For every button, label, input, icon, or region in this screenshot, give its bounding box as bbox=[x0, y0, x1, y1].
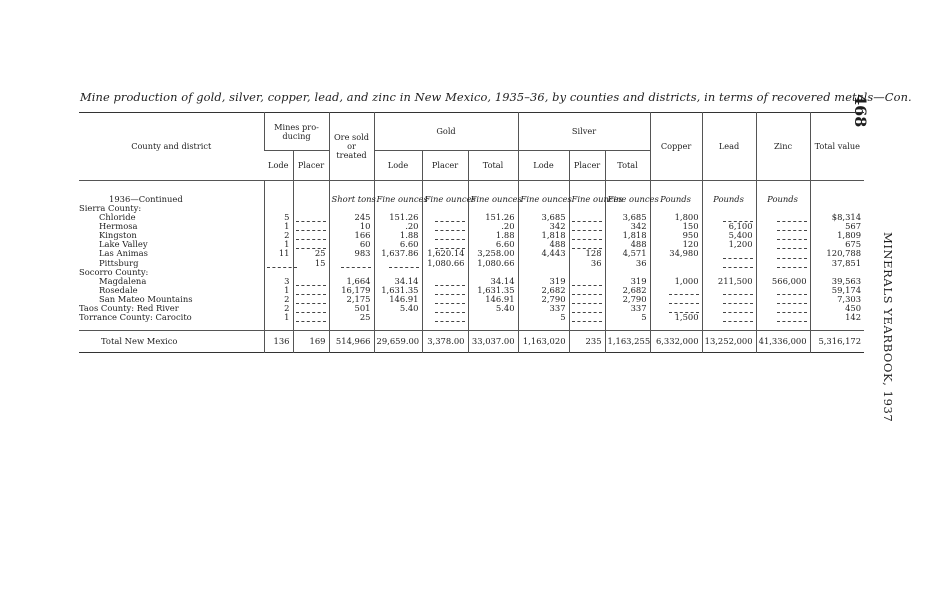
cell-lode: 3 bbox=[264, 277, 293, 286]
cell-lode: 1 bbox=[264, 222, 293, 231]
row-label: Sierra County: bbox=[79, 203, 142, 214]
spacer-row bbox=[79, 322, 864, 331]
cell-silver-placer bbox=[569, 204, 605, 213]
total-gold-lode: 29,659.00 bbox=[374, 331, 422, 353]
empty-dash bbox=[389, 261, 419, 268]
header-mines-placer: Placer bbox=[293, 151, 329, 181]
cell-silver-placer bbox=[569, 213, 605, 222]
empty-dash bbox=[435, 315, 465, 322]
empty-dash bbox=[435, 224, 465, 231]
unit-silver-total: Fine ounces bbox=[605, 181, 650, 205]
empty-dash bbox=[296, 288, 326, 295]
cell-gold-lode: 151.26 bbox=[374, 213, 422, 222]
production-table bbox=[79, 112, 864, 353]
running-head: MINERALS YEARBOOK, 1937 bbox=[881, 232, 895, 423]
empty-dash bbox=[777, 252, 807, 259]
cell-silver-total: 337 bbox=[605, 304, 650, 313]
row-label: Lake Valley bbox=[99, 239, 148, 250]
empty-dash bbox=[777, 242, 807, 249]
cell-zinc bbox=[756, 240, 810, 249]
cell-gold-total: 34.14 bbox=[468, 277, 518, 286]
cell-gold-total: 1,080.66 bbox=[468, 259, 518, 268]
row-label: Rosedale bbox=[99, 284, 138, 295]
cell-zinc bbox=[756, 304, 810, 313]
empty-dash bbox=[572, 288, 602, 295]
total-lead: 13,252,000 bbox=[702, 331, 756, 353]
cell-gold-placer bbox=[422, 304, 468, 313]
empty-dash bbox=[777, 215, 807, 222]
cell-zinc bbox=[756, 259, 810, 268]
cell-lode: 1 bbox=[264, 240, 293, 249]
empty-dash bbox=[435, 297, 465, 304]
header-total-value: Total value bbox=[810, 113, 864, 181]
cell-silver-total: 488 bbox=[605, 240, 650, 249]
cell-value: 450 bbox=[810, 304, 864, 313]
cell-gold-placer bbox=[422, 222, 468, 231]
cell-copper: 120 bbox=[650, 240, 702, 249]
cell-lead: 6,100 bbox=[702, 222, 756, 231]
cell-placer bbox=[293, 268, 329, 277]
cell-lead: 1,200 bbox=[702, 240, 756, 249]
empty-dash bbox=[723, 297, 753, 304]
header-gold-total: Total bbox=[468, 151, 518, 181]
cell-gold-lode: 1,637.86 bbox=[374, 249, 422, 258]
cell-lead bbox=[702, 204, 756, 213]
cell-copper: 150 bbox=[650, 222, 702, 231]
empty-dash bbox=[435, 215, 465, 222]
cell-ore: 983 bbox=[329, 249, 374, 258]
cell-gold-total: 146.91 bbox=[468, 295, 518, 304]
cell-gold-placer: 1,620.14 bbox=[422, 249, 468, 258]
cell-gold-total bbox=[468, 313, 518, 322]
cell-placer bbox=[293, 204, 329, 213]
cell-gold-placer bbox=[422, 313, 468, 322]
unit-ore: Short tons bbox=[329, 181, 374, 205]
cell-gold-placer bbox=[422, 295, 468, 304]
table-row bbox=[79, 259, 864, 268]
cell-lode: 2 bbox=[264, 295, 293, 304]
cell-lode: 2 bbox=[264, 231, 293, 240]
row-label: Kingston bbox=[99, 230, 137, 241]
cell-zinc bbox=[756, 313, 810, 322]
cell-copper: 1,800 bbox=[650, 213, 702, 222]
unit-silver-placer: Fine ounces bbox=[569, 181, 605, 205]
cell-ore: 25 bbox=[329, 313, 374, 322]
empty-dash bbox=[777, 224, 807, 231]
county-heading-row bbox=[79, 204, 864, 213]
unit-copper: Pounds bbox=[650, 181, 702, 205]
cell-copper: 1,500 bbox=[650, 313, 702, 322]
table-row bbox=[79, 249, 864, 258]
cell-silver-lode: 1,818 bbox=[518, 231, 569, 240]
empty-dash bbox=[723, 261, 753, 268]
cell-placer bbox=[293, 304, 329, 313]
cell-silver-total: 4,571 bbox=[605, 249, 650, 258]
cell-ore: 16,179 bbox=[329, 286, 374, 295]
cell-silver-placer bbox=[569, 313, 605, 322]
empty-dash bbox=[572, 279, 602, 286]
cell-placer bbox=[293, 222, 329, 231]
cell-copper: 950 bbox=[650, 231, 702, 240]
cell-gold-lode: .20 bbox=[374, 222, 422, 231]
cell-lead bbox=[702, 259, 756, 268]
row-label: Torrance County: Carocito bbox=[79, 312, 192, 323]
total-copper: 6,332,000 bbox=[650, 331, 702, 353]
cell-copper bbox=[650, 286, 702, 295]
cell-silver-total: 319 bbox=[605, 277, 650, 286]
cell-silver-placer bbox=[569, 231, 605, 240]
cell-ore: 245 bbox=[329, 213, 374, 222]
row-label: Chloride bbox=[99, 212, 136, 223]
cell-zinc bbox=[756, 231, 810, 240]
empty-dash bbox=[572, 215, 602, 222]
row-label: Magdalena bbox=[99, 275, 147, 286]
total-gold-total: 33,037.00 bbox=[468, 331, 518, 353]
empty-dash bbox=[669, 288, 699, 295]
header-silver: Silver bbox=[518, 113, 650, 151]
unit-lead: Pounds bbox=[702, 181, 756, 205]
table-row bbox=[79, 304, 864, 313]
cell-value: 1,809 bbox=[810, 231, 864, 240]
row-label: Hermosa bbox=[99, 221, 138, 232]
cell-silver-total: 2,682 bbox=[605, 286, 650, 295]
table-row bbox=[79, 295, 864, 304]
cell-lode: 2 bbox=[264, 304, 293, 313]
cell-gold-lode: 6.60 bbox=[374, 240, 422, 249]
cell-silver-lode: 342 bbox=[518, 222, 569, 231]
total-placer: 169 bbox=[293, 331, 329, 353]
cell-gold-placer bbox=[422, 204, 468, 213]
cell-zinc bbox=[756, 222, 810, 231]
empty-dash bbox=[296, 215, 326, 222]
section-label: 1936—Continued bbox=[109, 194, 183, 204]
header-copper: Copper bbox=[650, 113, 702, 181]
cell-silver-total: 1,818 bbox=[605, 231, 650, 240]
header-mines-lode: Lode bbox=[264, 151, 293, 181]
cell-value: 567 bbox=[810, 222, 864, 231]
cell-placer: 15 bbox=[293, 259, 329, 268]
cell-silver-placer: 36 bbox=[569, 259, 605, 268]
cell-gold-placer bbox=[422, 231, 468, 240]
cell-gold-lode: 5.40 bbox=[374, 304, 422, 313]
table-caption: Mine production of gold, silver, copper, lead, and zinc in New Mexico, 1935–36, by counties and districts, in terms of recovered metals—Con. bbox=[80, 90, 912, 104]
cell-silver-placer bbox=[569, 222, 605, 231]
cell-silver-lode: 3,685 bbox=[518, 213, 569, 222]
cell-silver-total: 2,790 bbox=[605, 295, 650, 304]
unit-gold-lode: Fine ounces bbox=[374, 181, 422, 205]
units-row bbox=[79, 181, 864, 205]
empty-dash bbox=[296, 315, 326, 322]
cell-gold-lode bbox=[374, 313, 422, 322]
cell-lead: 211,500 bbox=[702, 277, 756, 286]
total-silver-lode: 1,163,020 bbox=[518, 331, 569, 353]
empty-dash bbox=[296, 224, 326, 231]
empty-dash bbox=[723, 252, 753, 259]
cell-zinc bbox=[756, 249, 810, 258]
cell-placer: 25 bbox=[293, 249, 329, 258]
cell-lead bbox=[702, 304, 756, 313]
cell-silver-placer: 128 bbox=[569, 249, 605, 258]
row-label: Pittsburg bbox=[99, 257, 139, 268]
row-label: Las Animas bbox=[99, 248, 148, 259]
cell-lead bbox=[702, 313, 756, 322]
cell-ore: 166 bbox=[329, 231, 374, 240]
header-zinc: Zinc bbox=[756, 113, 810, 181]
empty-dash bbox=[777, 297, 807, 304]
cell-silver-lode: 319 bbox=[518, 277, 569, 286]
total-zinc: 41,336,000 bbox=[756, 331, 810, 353]
header-gold: Gold bbox=[374, 113, 518, 151]
cell-gold-total: .20 bbox=[468, 222, 518, 231]
cell-gold-total: 6.60 bbox=[468, 240, 518, 249]
total-gold-placer: 3,378.00 bbox=[422, 331, 468, 353]
cell-placer bbox=[293, 277, 329, 286]
cell-silver-total: 36 bbox=[605, 259, 650, 268]
cell-zinc bbox=[756, 295, 810, 304]
empty-dash bbox=[572, 233, 602, 240]
cell-silver-lode: 337 bbox=[518, 304, 569, 313]
empty-dash bbox=[296, 306, 326, 313]
empty-dash bbox=[723, 306, 753, 313]
header-mines-producing: Mines pro-ducing bbox=[264, 113, 329, 151]
empty-dash bbox=[777, 288, 807, 295]
header-silver-lode: Lode bbox=[518, 151, 569, 181]
total-silver-total: 1,163,255 bbox=[605, 331, 650, 353]
page-number: 468 bbox=[851, 94, 870, 128]
cell-copper: 34,980 bbox=[650, 249, 702, 258]
empty-dash bbox=[296, 279, 326, 286]
header-county: County and district bbox=[79, 113, 264, 181]
cell-gold-placer bbox=[422, 286, 468, 295]
header-ore: Ore sold or treated bbox=[329, 113, 374, 181]
empty-dash bbox=[669, 297, 699, 304]
cell-silver-lode bbox=[518, 259, 569, 268]
row-label: Socorro County: bbox=[79, 266, 149, 277]
cell-lead bbox=[702, 249, 756, 258]
cell-silver-total: 3,685 bbox=[605, 213, 650, 222]
cell-copper bbox=[650, 259, 702, 268]
cell-placer bbox=[293, 295, 329, 304]
cell-lode: 1 bbox=[264, 313, 293, 322]
cell-gold-lode: 1,631.35 bbox=[374, 286, 422, 295]
cell-silver-total: 342 bbox=[605, 222, 650, 231]
empty-dash bbox=[777, 315, 807, 322]
cell-zinc bbox=[756, 204, 810, 213]
table-row bbox=[79, 313, 864, 322]
cell-ore: 1,664 bbox=[329, 277, 374, 286]
cell-lead bbox=[702, 295, 756, 304]
cell-silver-placer bbox=[569, 304, 605, 313]
empty-dash bbox=[296, 233, 326, 240]
empty-dash bbox=[777, 306, 807, 313]
cell-zinc: 566,000 bbox=[756, 277, 810, 286]
header-gold-lode: Lode bbox=[374, 151, 422, 181]
cell-lode: 11 bbox=[264, 249, 293, 258]
cell-lode bbox=[264, 259, 293, 268]
cell-gold-total: 3,258.00 bbox=[468, 249, 518, 258]
cell-value: 39,563 bbox=[810, 277, 864, 286]
unit-gold-placer: Fine ounces bbox=[422, 181, 468, 205]
unit-silver-lode: Fine ounces bbox=[518, 181, 569, 205]
header-silver-placer: Placer bbox=[569, 151, 605, 181]
cell-lead bbox=[702, 286, 756, 295]
cell-value: 37,851 bbox=[810, 259, 864, 268]
empty-dash bbox=[435, 306, 465, 313]
cell-silver-placer bbox=[569, 295, 605, 304]
table-row bbox=[79, 286, 864, 295]
cell-gold-placer: 1,080.66 bbox=[422, 259, 468, 268]
total-value: 5,316,172 bbox=[810, 331, 864, 353]
empty-dash bbox=[296, 297, 326, 304]
cell-placer bbox=[293, 313, 329, 322]
empty-dash bbox=[572, 297, 602, 304]
cell-silver-lode: 4,443 bbox=[518, 249, 569, 258]
table-row bbox=[79, 277, 864, 286]
total-silver-placer: 235 bbox=[569, 331, 605, 353]
cell-silver-placer bbox=[569, 268, 605, 277]
cell-gold-total: 1,631.35 bbox=[468, 286, 518, 295]
total-label: Total New Mexico bbox=[79, 331, 264, 353]
empty-dash bbox=[267, 261, 297, 268]
cell-lode: 1 bbox=[264, 286, 293, 295]
empty-dash bbox=[777, 261, 807, 268]
empty-dash bbox=[435, 233, 465, 240]
cell-silver-total: 5 bbox=[605, 313, 650, 322]
unit-gold-total: Fine ounces bbox=[468, 181, 518, 205]
cell-value: 675 bbox=[810, 240, 864, 249]
empty-dash bbox=[572, 315, 602, 322]
cell-ore: 2,175 bbox=[329, 295, 374, 304]
cell-gold-placer bbox=[422, 213, 468, 222]
empty-dash bbox=[723, 315, 753, 322]
empty-dash bbox=[572, 306, 602, 313]
row-label: Taos County: Red River bbox=[79, 302, 179, 313]
cell-placer bbox=[293, 286, 329, 295]
empty-dash bbox=[341, 261, 371, 268]
cell-lead: 5,400 bbox=[702, 231, 756, 240]
header-silver-total: Total bbox=[605, 151, 650, 181]
cell-silver-placer bbox=[569, 286, 605, 295]
cell-gold-lode: 1.88 bbox=[374, 231, 422, 240]
cell-value: 59,174 bbox=[810, 286, 864, 295]
total-lode: 136 bbox=[264, 331, 293, 353]
row-label: San Mateo Mountains bbox=[99, 293, 193, 304]
header-lead: Lead bbox=[702, 113, 756, 181]
cell-gold-total: 1.88 bbox=[468, 231, 518, 240]
cell-gold-lode bbox=[374, 259, 422, 268]
cell-zinc bbox=[756, 213, 810, 222]
cell-copper: 1,000 bbox=[650, 277, 702, 286]
cell-value: 7,303 bbox=[810, 295, 864, 304]
empty-dash bbox=[435, 279, 465, 286]
cell-silver-lode: 2,790 bbox=[518, 295, 569, 304]
table-row bbox=[79, 240, 864, 249]
cell-ore bbox=[329, 259, 374, 268]
cell-lode: 5 bbox=[264, 213, 293, 222]
total-ore: 514,966 bbox=[329, 331, 374, 353]
cell-silver-lode: 5 bbox=[518, 313, 569, 322]
cell-ore: 60 bbox=[329, 240, 374, 249]
cell-copper bbox=[650, 295, 702, 304]
empty-dash bbox=[435, 288, 465, 295]
cell-gold-lode: 146.91 bbox=[374, 295, 422, 304]
cell-ore: 10 bbox=[329, 222, 374, 231]
cell-value: 120,788 bbox=[810, 249, 864, 258]
empty-dash bbox=[572, 224, 602, 231]
empty-dash bbox=[777, 233, 807, 240]
cell-gold-total: 5.40 bbox=[468, 304, 518, 313]
cell-value: 142 bbox=[810, 313, 864, 322]
cell-zinc bbox=[756, 286, 810, 295]
header-gold-placer: Placer bbox=[422, 151, 468, 181]
cell-placer bbox=[293, 231, 329, 240]
cell-gold-total: 151.26 bbox=[468, 213, 518, 222]
cell-placer bbox=[293, 213, 329, 222]
cell-silver-lode: 2,682 bbox=[518, 286, 569, 295]
total-row bbox=[79, 331, 864, 353]
cell-silver-lode: 488 bbox=[518, 240, 569, 249]
unit-zinc: Pounds bbox=[756, 181, 810, 205]
cell-silver-placer bbox=[569, 277, 605, 286]
cell-gold-placer bbox=[422, 268, 468, 277]
empty-dash bbox=[723, 288, 753, 295]
cell-value: $8,314 bbox=[810, 213, 864, 222]
cell-gold-lode: 34.14 bbox=[374, 277, 422, 286]
cell-gold-placer bbox=[422, 277, 468, 286]
cell-ore: 501 bbox=[329, 304, 374, 313]
